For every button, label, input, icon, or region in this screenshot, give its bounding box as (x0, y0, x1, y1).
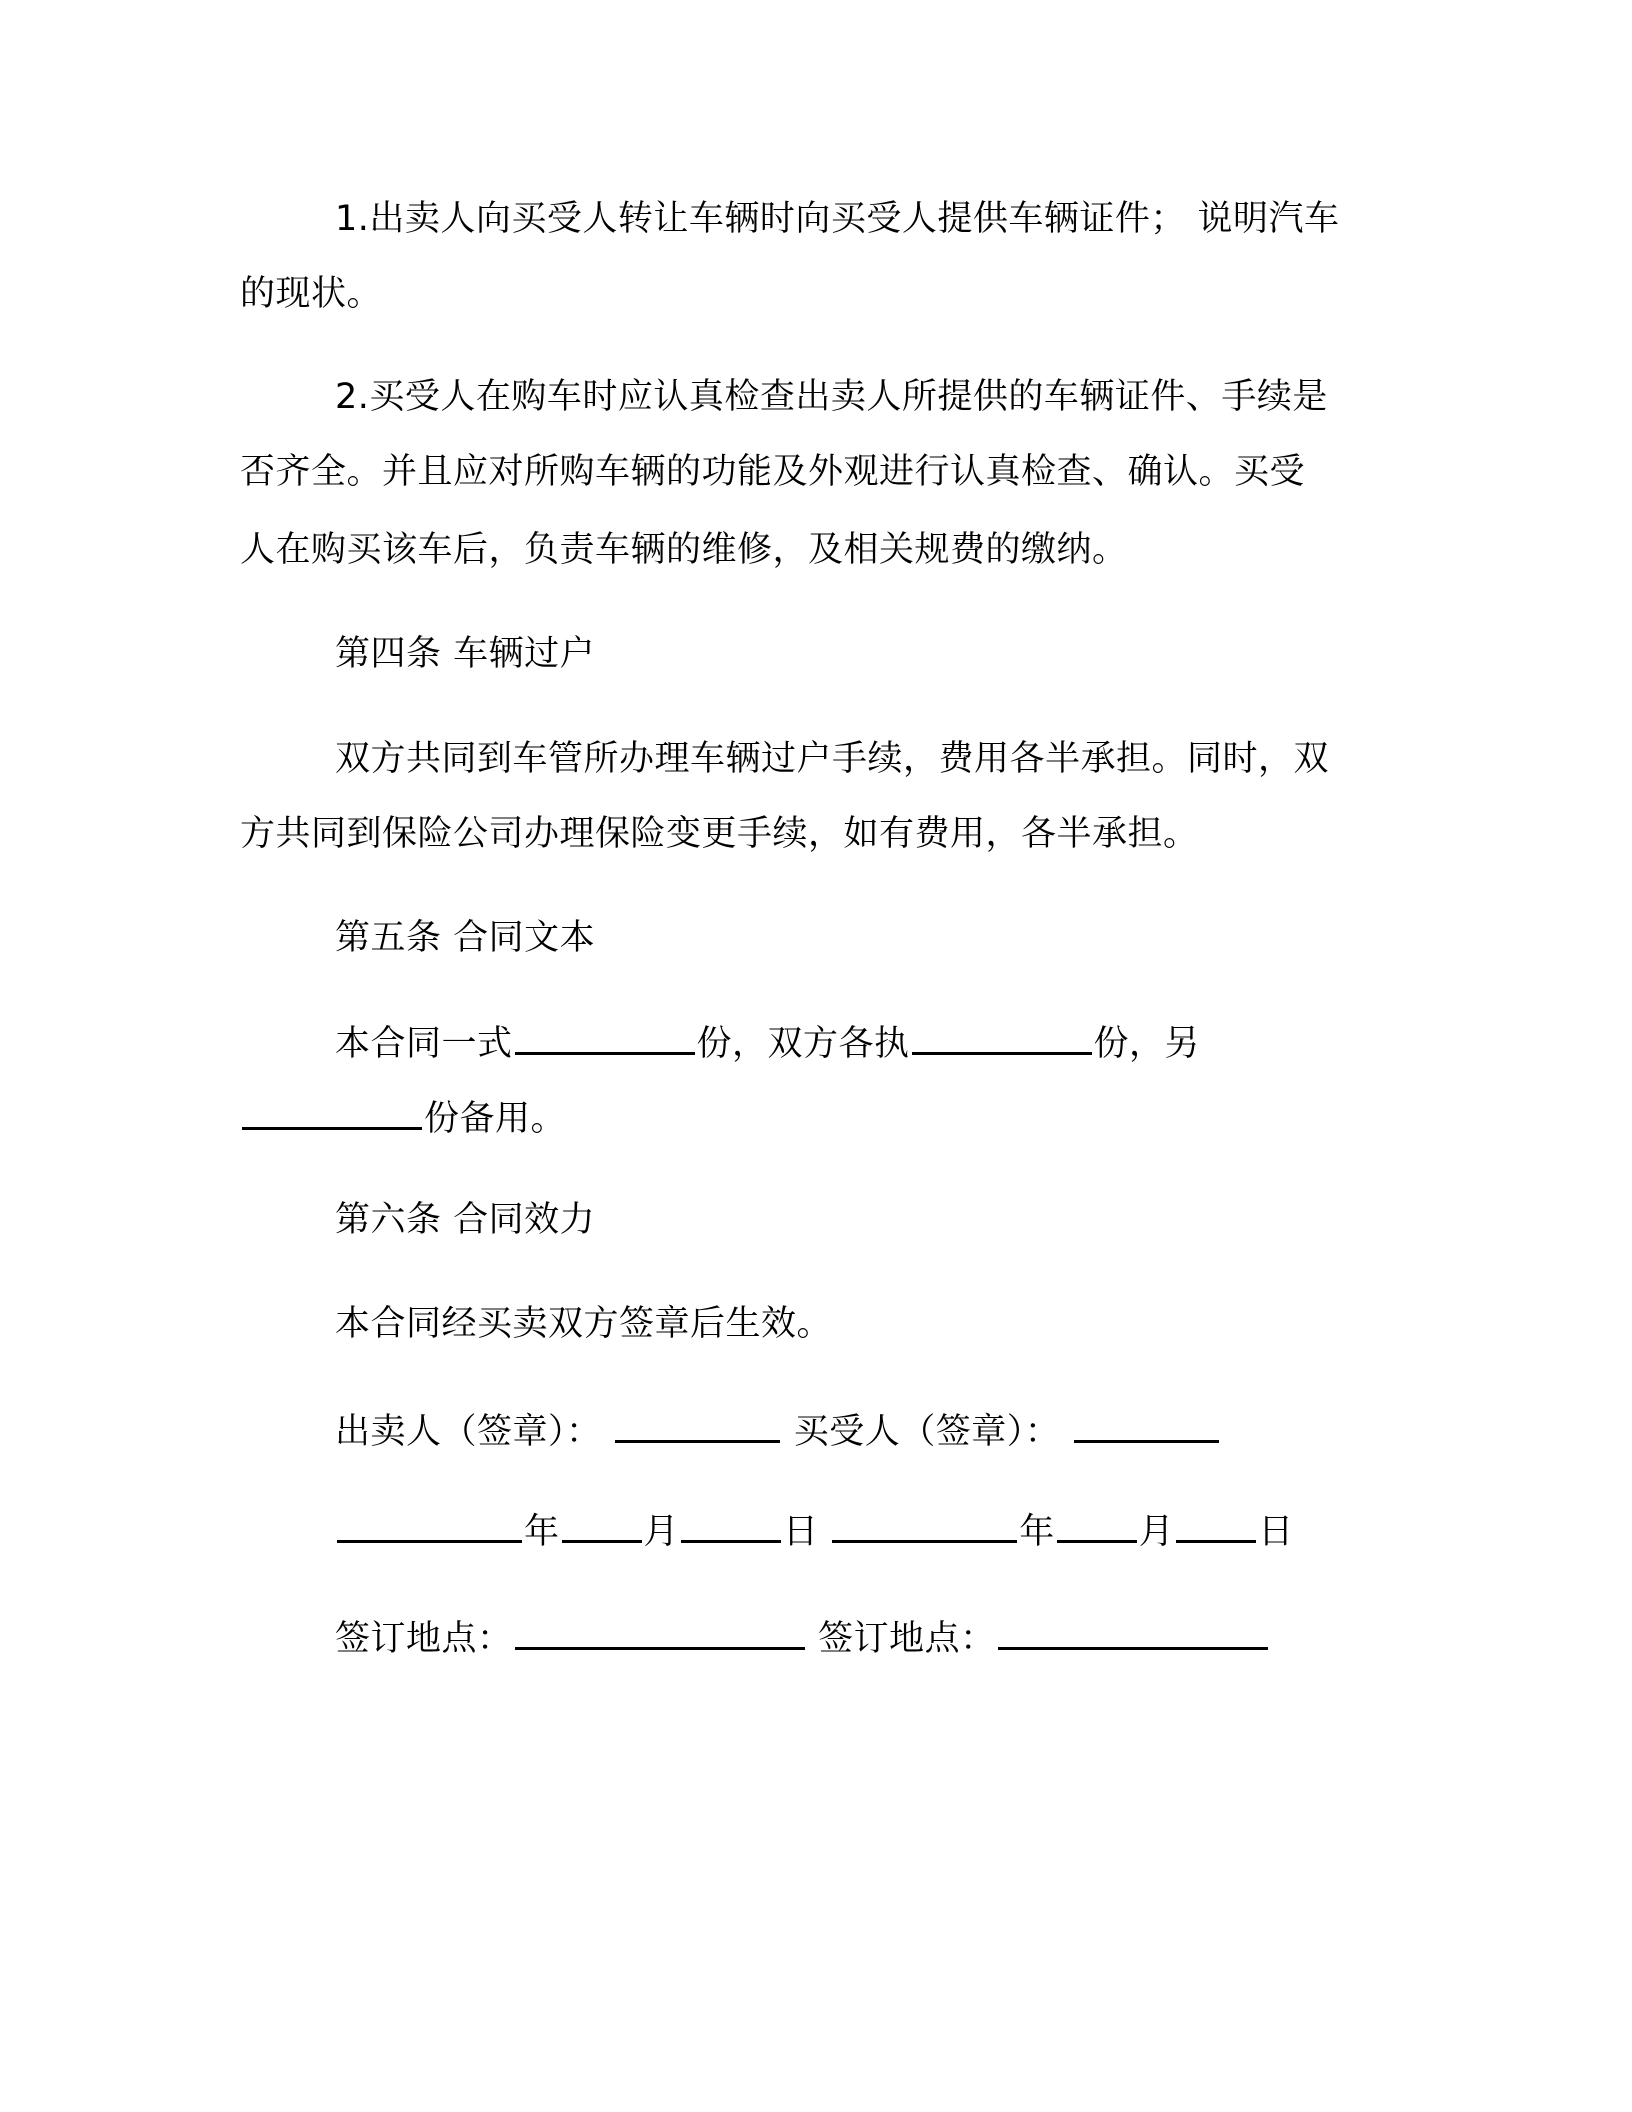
article-6-line-1: 本合同经买卖双方签章后生效。 (335, 1304, 833, 1344)
total-copies-blank[interactable] (515, 1020, 695, 1055)
buyer-signature-blank[interactable] (1074, 1408, 1219, 1443)
seller-place-label: 签订地点： (335, 1619, 513, 1659)
date-row (335, 1508, 1294, 1554)
seller-day-label: 日 (783, 1512, 819, 1552)
buyer-year-label: 年 (1019, 1512, 1055, 1552)
article-5-line-1 (335, 1020, 1200, 1066)
seller-day-blank[interactable] (681, 1508, 781, 1543)
buyer-day-label: 日 (1258, 1512, 1294, 1552)
seller-year-blank[interactable] (337, 1508, 522, 1543)
place-row (335, 1615, 1270, 1661)
clause-2-line-1: 2.买受人在购车时应认真检查出卖人所提供的车辆证件、手续是 (335, 377, 1328, 417)
copies-text-1: 本合同一式 (335, 1024, 513, 1064)
copies-text-3: 份，另 (1093, 1024, 1201, 1064)
buyer-signature-label: 买受人（签章）： (793, 1412, 1061, 1452)
article-6-heading: 第六条 合同效力 (335, 1200, 596, 1240)
spare-copies-blank[interactable] (242, 1095, 422, 1130)
article-4-line-2: 方共同到保险公司办理保险变更手续，如有费用，各半承担。 (240, 814, 1199, 854)
copies-text-2: 份，双方各执 (696, 1024, 910, 1064)
buyer-place-label: 签订地点： (818, 1619, 996, 1659)
each-party-copies-blank[interactable] (912, 1020, 1092, 1055)
buyer-day-blank[interactable] (1176, 1508, 1256, 1543)
seller-month-blank[interactable] (562, 1508, 642, 1543)
signature-row (335, 1408, 1221, 1454)
seller-year-label: 年 (524, 1512, 560, 1552)
seller-place-blank[interactable] (515, 1615, 805, 1650)
article-4-heading: 第四条 车辆过户 (335, 634, 596, 674)
buyer-month-blank[interactable] (1057, 1508, 1137, 1543)
clause-1-line-1: 1.出卖人向买受人转让车辆时向买受人提供车辆证件； 说明汽车 (335, 199, 1340, 239)
article-5-line-2 (240, 1095, 566, 1141)
buyer-year-blank[interactable] (832, 1508, 1017, 1543)
clause-2-line-2: 否齐全。并且应对所购车辆的功能及外观进行认真检查、确认。买受 (240, 452, 1306, 492)
clause-2-line-3: 人在购买该车后，负责车辆的维修，及相关规费的缴纳。 (240, 530, 1128, 570)
buyer-place-blank[interactable] (998, 1615, 1268, 1650)
buyer-month-label: 月 (1138, 1512, 1175, 1552)
article-4-line-1: 双方共同到车管所办理车辆过户手续，费用各半承担。同时，双 (335, 739, 1330, 779)
copies-text-4: 份备用。 (424, 1099, 567, 1139)
seller-signature-label: 出卖人（签章）： (335, 1412, 602, 1452)
clause-1-line-2: 的现状。 (240, 274, 383, 314)
article-5-heading: 第五条 合同文本 (335, 918, 596, 958)
seller-signature-blank[interactable] (615, 1408, 780, 1443)
seller-month-label: 月 (643, 1512, 680, 1552)
